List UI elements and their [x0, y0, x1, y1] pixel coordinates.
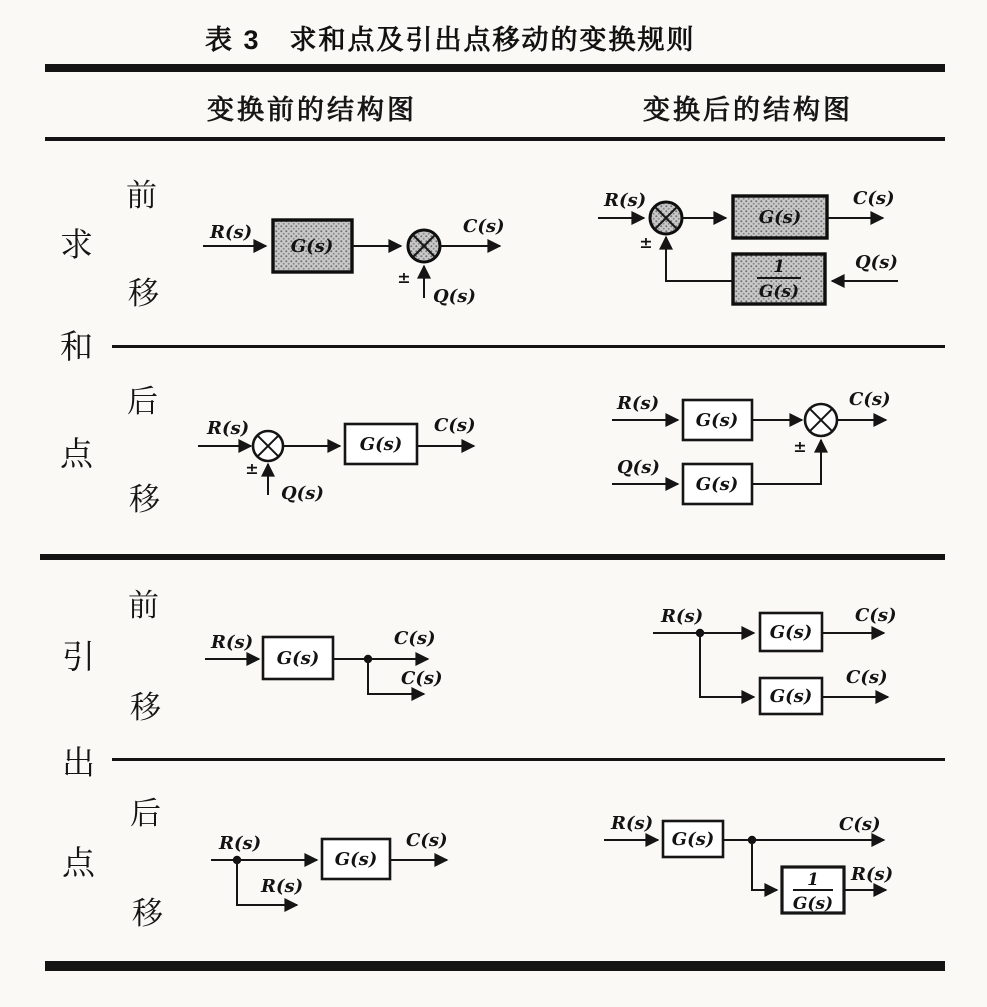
- signal-label-input: R(s): [207, 418, 250, 439]
- inverse-block-numerator: 1: [773, 257, 785, 277]
- block-label: G(s): [758, 207, 802, 228]
- block-label-top: G(s): [769, 622, 813, 643]
- inverse-block-denominator: G(s): [792, 894, 834, 914]
- signal-label-output: C(s): [839, 814, 881, 835]
- block-label: G(s): [671, 829, 715, 850]
- signal-label-output: C(s): [434, 415, 476, 436]
- block-label-bottom: G(s): [769, 686, 813, 707]
- signal-label-output-top: C(s): [394, 628, 436, 649]
- diagram-sum-backward-after: [612, 389, 891, 504]
- signal-label-input: R(s): [604, 190, 647, 211]
- block-label: G(s): [359, 434, 403, 455]
- signal-label-output: C(s): [849, 389, 891, 410]
- group-summing-char-1: 求: [60, 226, 93, 263]
- diagram-sum-forward-before: [203, 216, 505, 307]
- signal-label-input: R(s): [661, 606, 704, 627]
- sign-label: ±: [397, 268, 411, 287]
- signal-label-output: C(s): [853, 188, 895, 209]
- group-summing-char-2: 和: [60, 328, 93, 365]
- sign-label: ±: [639, 233, 653, 252]
- inverse-block-numerator: 1: [807, 870, 819, 890]
- diagram-pickoff-forward-before: [205, 628, 443, 694]
- row1-move-char-1: 前: [126, 178, 157, 213]
- row2-move-char-2: 移: [129, 482, 160, 517]
- signal-label-disturbance: Q(s): [433, 286, 476, 307]
- block-label: G(s): [290, 236, 334, 257]
- row3-move-char-1: 前: [128, 588, 159, 623]
- inverse-block-denominator: G(s): [758, 282, 800, 302]
- signal-label-branch: R(s): [261, 876, 304, 897]
- block-label-bottom: G(s): [695, 474, 739, 495]
- group-pickoff-char-3: 点: [62, 844, 95, 881]
- signal-label-output-bottom: C(s): [401, 668, 443, 689]
- signal-label-disturbance: Q(s): [617, 457, 660, 478]
- signal-label-input: R(s): [219, 833, 262, 854]
- row3-move-char-2: 移: [130, 690, 161, 725]
- sign-label: ±: [245, 459, 259, 478]
- diagram-sum-backward-before: [198, 415, 476, 504]
- signal-label-branch: R(s): [851, 864, 894, 885]
- diagram-pickoff-backward-before: [211, 830, 448, 905]
- diagram-pickoff-backward-after: [604, 813, 893, 914]
- row2-move-char-1: 后: [127, 384, 158, 419]
- signal-label-output: C(s): [406, 830, 448, 851]
- signal-label-output-bottom: C(s): [846, 667, 888, 688]
- signal-label-output: C(s): [463, 216, 505, 237]
- diagram-pickoff-forward-after: [653, 605, 897, 714]
- signal-label-input: R(s): [210, 222, 253, 243]
- diagram-sum-forward-after: [598, 188, 898, 304]
- column-header-before: 变换前的结构图: [207, 95, 417, 125]
- group-summing-char-3: 点: [60, 435, 93, 472]
- signal-label-output-top: C(s): [855, 605, 897, 626]
- signal-label-input: R(s): [617, 393, 660, 414]
- signal-label-disturbance: Q(s): [855, 252, 898, 273]
- group-pickoff-char-2: 出: [62, 744, 95, 781]
- row4-move-char-1: 后: [130, 796, 161, 831]
- table-title: 表 3 求和点及引出点移动的变换规则: [205, 25, 696, 55]
- block-label-top: G(s): [695, 410, 739, 431]
- signal-label-input: R(s): [611, 813, 654, 834]
- column-header-after: 变换后的结构图: [643, 95, 853, 125]
- signal-label-input: R(s): [211, 632, 254, 653]
- signal-label-disturbance: Q(s): [281, 483, 324, 504]
- block-label: G(s): [276, 648, 320, 669]
- sign-label: ±: [793, 437, 807, 456]
- group-pickoff-char-1: 引: [62, 638, 95, 675]
- block-label: G(s): [334, 849, 378, 870]
- row1-move-char-2: 移: [128, 276, 159, 311]
- row4-move-char-2: 移: [132, 896, 163, 931]
